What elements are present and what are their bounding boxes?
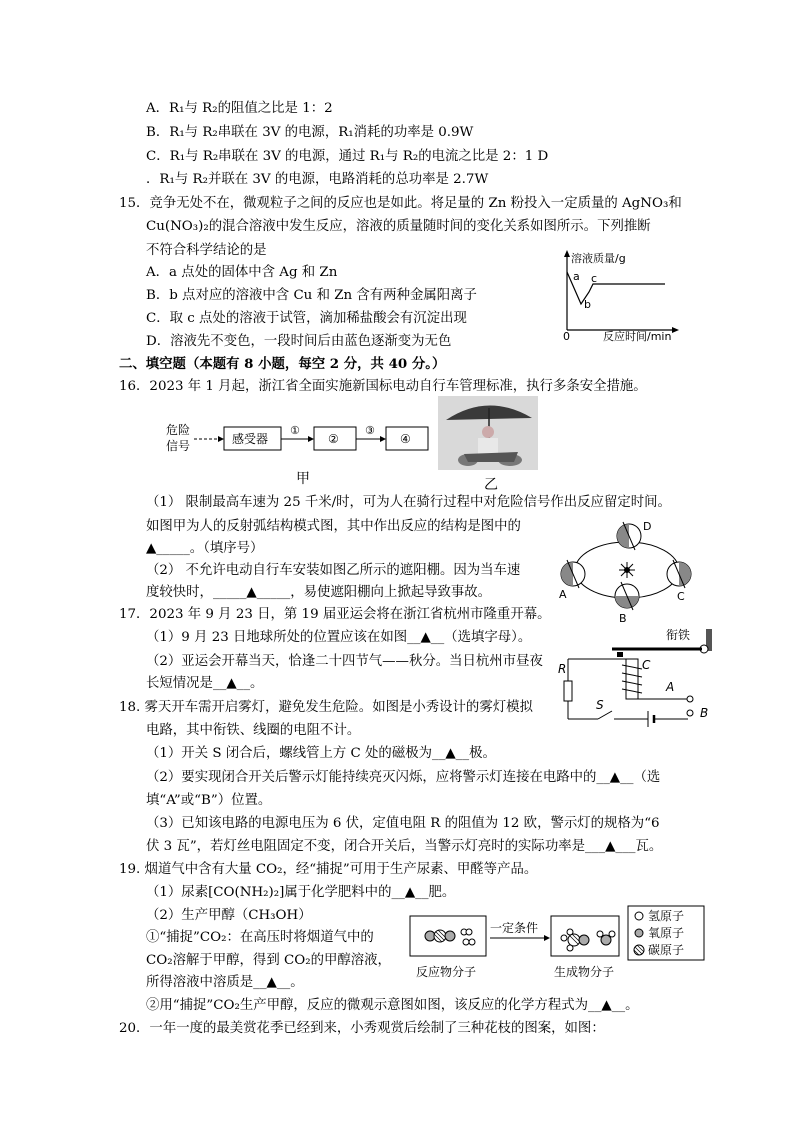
switch-s (598, 711, 612, 719)
earth-position-c (667, 560, 691, 588)
graph-point-a: a (573, 270, 580, 283)
orbit-label-d: D (643, 520, 652, 533)
oxygen-atom-icon (635, 929, 643, 937)
graph-point-c: c (591, 272, 598, 285)
resistor-r (564, 681, 572, 701)
umbrella-bike-photo (438, 396, 538, 470)
q15-option-a: A．a 点处的固体中含 Ag 和 Zn (146, 265, 338, 280)
box-4-label: ④ (400, 432, 411, 446)
armature-label: 衔铁 (666, 628, 691, 642)
q18-sub2-line1: （2）要实现闭合开关后警示灯能持续亮灭闪烁，应将警示灯连接在电路中的__▲__（选 (146, 770, 661, 785)
rider-head (482, 426, 494, 438)
q19-part1-line2: CO₂溶解于甲醇，得到 CO₂的甲醇溶液， (146, 953, 391, 968)
q17-sub2-line2: 长短情况是__▲__。 (146, 676, 264, 691)
q14-option-b: B．R₁与 R₂串联在 3V 的电源，R₁消耗的功率是 0.9W (146, 125, 474, 140)
q19-part1-line3: 所得溶液中溶质是__▲__。 (146, 975, 304, 990)
q14-option-d: ．R₁与 R₂并联在 3V 的电源，电路消耗的总功率是 2.7W (146, 172, 489, 187)
legend-hydrogen: 氢原子 (648, 909, 685, 923)
orbit-label-a: A (559, 588, 567, 601)
co2-molecule (425, 930, 455, 942)
orbit-label-b: B (619, 612, 627, 625)
earth-position-b (615, 582, 639, 610)
q16-stem: 16．2023 年 1 月起，浙江省全面实施新国标电动自行车管理标准，执行多条安全措施。 (119, 379, 647, 394)
q16-sub1-answer: ▲_____。（填序号） (146, 541, 264, 556)
arrow-label-3: ③ (365, 424, 375, 437)
graph-xlabel: 反应时间/min (603, 330, 672, 343)
q18-sub2-line2: 填“A”或“B”）位置。 (146, 793, 272, 808)
earth-orbit-diagram (555, 516, 695, 626)
resistor-label: R (558, 662, 567, 676)
q19-sub1: （1）尿素[CO(NH₂)₂]属于化学肥料中的__▲__肥。 (146, 885, 456, 900)
label-yi: 乙 (484, 477, 498, 493)
signal-label-top: 危险 (166, 423, 191, 437)
terminal-a (687, 696, 693, 702)
q14-option-c: C．R₁与 R₂串联在 3V 的电源，通过 R₁与 R₂的电流之比是 2：1 D (146, 149, 549, 164)
arrow-head-icon (218, 436, 224, 442)
q19-part2: ②用“捕捉”CO₂生产甲醇，反应的微观示意图如图，该反应的化学方程式为__▲__。 (146, 998, 639, 1013)
graph-origin: 0 (563, 330, 570, 343)
q15-mass-time-graph (555, 248, 685, 343)
arrow-head-icon (544, 935, 550, 941)
receptor-label: 感受器 (232, 432, 269, 446)
q15-option-d: D．溶液先不变色，一段时间后由蓝色逐渐变为无色 (146, 334, 452, 349)
q19-stem: 19. 烟道气中含有大量 CO₂，经“捕捉”可用于生产尿素、甲醛等产品。 (119, 862, 538, 877)
reactant-label: 反应物分子 (416, 965, 477, 979)
q18-sub1: （1）开关 S 闭合后，螺线管上方 C 处的磁极为__▲__极。 (146, 746, 496, 761)
carbon-atom-icon (634, 945, 644, 955)
legend-oxygen: 氧原子 (648, 926, 685, 940)
condition-label: 一定条件 (490, 921, 539, 935)
switch-label: S (596, 698, 604, 712)
contact-point (617, 652, 623, 657)
legend-carbon: 碳原子 (648, 943, 685, 957)
q18-sub3-line1: （3）已知该电路的电源电压为 6 伏，定值电阻 R 的阻值为 12 欧，警示灯的规格为“6 (146, 816, 660, 831)
reflex-arc-diagram (160, 412, 435, 464)
q19-part1-line1: ①“捕捉”CO₂：在高压时将烟道气中的 (146, 930, 374, 945)
earth-position-d (617, 522, 641, 550)
q17-sub1: （1）9 月 23 日地球所处的位置应该在如图__▲__（选填字母）。 (146, 630, 532, 645)
q16-sub1-line1: （1） 限制最高车速为 25 千米/时，可为人在骑行过程中对危险信号作出反应留定时间。 (146, 495, 671, 510)
x-axis-arrow-icon (672, 327, 679, 333)
q17-stem: 17．2023 年 9 月 23 日，第 19 届亚运会将在浙江省杭州市隆重开幕。 (119, 607, 551, 622)
q15-option-b: B．b 点对应的溶液中含 Cu 和 Zn 含有两种金属阳离子 (146, 288, 477, 303)
terminal-label-a: A (666, 680, 675, 694)
q17-sub2-line1: （2）亚运会开幕当天，恰逢二十四节气——秋分。当日杭州市昼夜 (146, 654, 543, 669)
q18-sub3-line2: 伏 3 瓦”，若灯丝电阻固定不变，闭合开关后，当警示灯亮时的实际功率是___▲___瓦。 (146, 839, 663, 854)
box-2-label: ② (328, 432, 339, 446)
arrow-label-1: ① (290, 424, 300, 437)
orbit-label-c: C (677, 590, 685, 603)
q16-sub2-line1: （2） 不允许电动自行车安装如图乙所示的遮阳棚。因为当车速 (146, 563, 521, 578)
q20-stem: 20．一年一度的最美赏花季已经到来，小秀观赏后绘制了三种花枝的图案，如图： (119, 1021, 605, 1036)
graph-point-b: b (584, 298, 591, 311)
hydrogen-atom-icon (635, 912, 643, 920)
q18-stem-line2: 电路，其中衔铁、线圈的电阻不计。 (146, 723, 361, 738)
terminal-b (687, 710, 693, 716)
q15-stem-line1: 15．竞争无处不在，微观粒子之间的反应也是如此。将足量的 Zn 粉投入一定质量的 AgNO₃和 (119, 196, 682, 211)
coil-label-c: C (642, 658, 651, 672)
terminal-label-b: B (700, 706, 709, 720)
section-title: 二、填空题（本题有 8 小题，每空 2 分，共 40 分。） (119, 356, 446, 372)
sun-icon (619, 562, 635, 578)
arrow-head-icon (380, 436, 386, 442)
q19-sub2: （2）生产甲醇（CH₃OH） (146, 908, 312, 923)
mass-curve (567, 272, 665, 304)
micro-reaction-diagram (406, 906, 706, 988)
q15-stem-line2: Cu(NO₃)₂的混合溶液中发生反应，溶液的质量随时间的变化关系如图所示。下列推断 (146, 219, 651, 234)
fog-lamp-circuit (558, 625, 722, 725)
solenoid-coil (622, 659, 642, 699)
graph-ylabel: 溶液质量/g (571, 252, 626, 265)
q15-stem-line3: 不符合科学结论的是 (146, 243, 267, 258)
q16-sub2-line2: 度较快时，_____▲_____，易使遮阳棚向上掀起导致事故。 (146, 585, 492, 600)
product-label: 生成物分子 (554, 965, 615, 979)
q18-stem-line1: 18. 雾天开车需开启雾灯，避免发生危险。如图是小秀设计的雾灯模拟 (119, 700, 533, 715)
q14-option-a: A．R₁与 R₂的阻值之比是 1：2 (146, 101, 333, 116)
signal-label-bottom: 信号 (166, 439, 191, 453)
q15-option-c: C．取 c 点处的溶液于试管，滴加稀盐酸会有沉淀出现 (146, 311, 467, 326)
y-axis-arrow-icon (564, 250, 570, 257)
rider-body (478, 438, 498, 454)
label-jia: 甲 (296, 471, 310, 487)
q16-sub1-line2: 如图甲为人的反射弧结构模式图，其中作出反应的结构是图中的 (146, 519, 521, 534)
arrow-head-icon (308, 436, 314, 442)
